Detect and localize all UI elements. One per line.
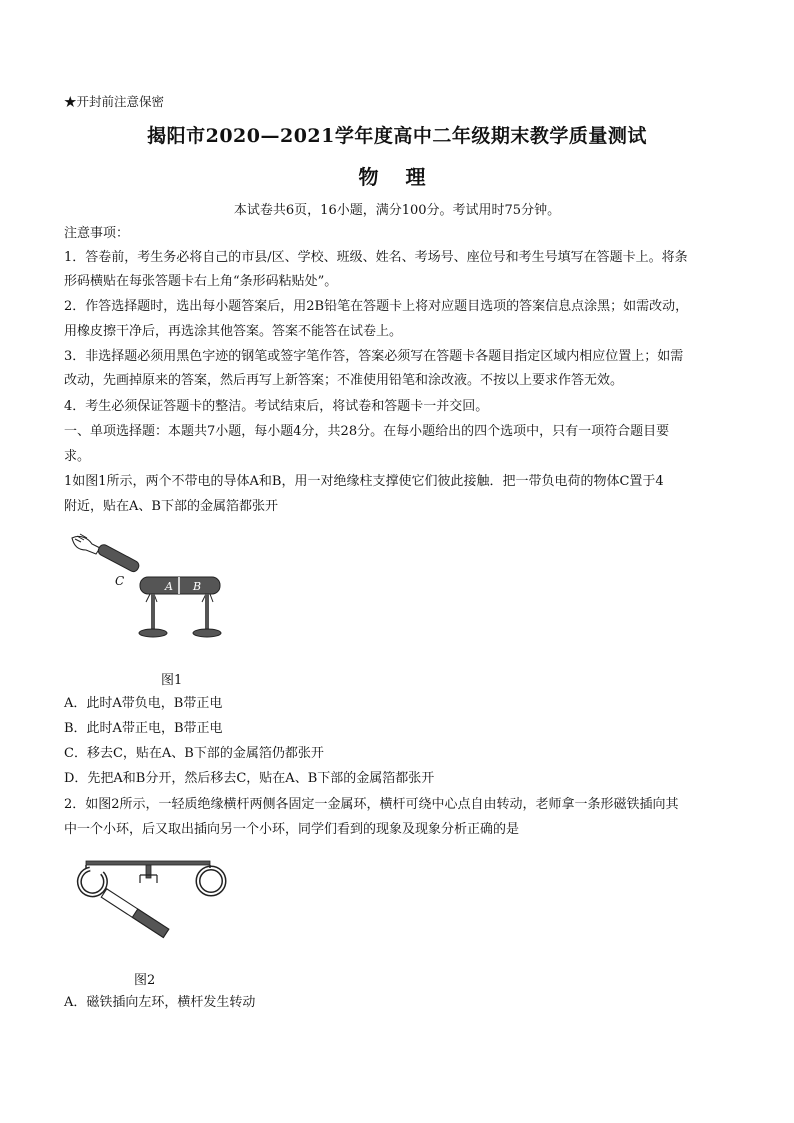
exam-info: 本试卷共6页，16小题，满分100分。考试用时75分钟。 [233,203,561,218]
confidential-note: ★开封前注意保密 [64,94,165,109]
question-1-option-c: C．移去C，贴在A、B下部的金属箔仍都张开 [64,746,324,761]
figure-2 [68,855,230,950]
label-b: B [193,580,202,593]
question-1-stem: 1如图1所示，两个不带电的导体A和B，用一对绝缘柱支撑使它们彼此接触．把一带负电荷的物体C置于4 [64,474,664,489]
notes-heading: 注意事项： [64,226,130,241]
notes-line: 形码横贴在每张答题卡右上角“条形码粘贴处”。 [64,274,338,289]
question-1-option-a: A．此时A带负电，B带正电 [64,696,223,711]
notes-line: 3．非选择题必须用黑色字迹的钢笔或签字笔作答，答案必须写在答题卡各题目指定区域内相应位置上；如需 [64,349,684,364]
question-1-stem: 附近，贴在A、B下部的金属箔都张开 [64,499,278,514]
notes-line: 2．作答选择题时，选出每小题答案后，用2B铅笔在答题卡上将对应题目选项的答案信息点涂黑；如需改动， [64,299,689,314]
figure-2-caption: 图2 [134,973,156,988]
subject-title: 物 理 [358,165,436,189]
figure-1 [66,530,228,650]
question-1-option-b: B．此时A带正电，B带正电 [64,721,223,736]
label-c: C [115,574,125,588]
figure-1-caption: 图1 [161,673,183,688]
section-heading: 求。 [64,449,91,464]
notes-line: 改动，先画掉原来的答案，然后再写上新答案；不准使用铅笔和涂改液。不按以上要求作答无效。 [64,373,624,388]
question-2-option-a: A．磁铁插向左环，横杆发生转动 [64,995,256,1010]
rings-magnet-diagram [68,855,230,950]
question-2-stem: 2．如图2所示，一轻质绝缘横杆两侧各固定一金属环，横杆可绕中心点自由转动，老师拿一条形磁铁插向其 [64,797,679,812]
question-1-option-d: D．先把A和B分开，然后移去C，贴在A、B下部的金属箔都张开 [64,771,435,786]
label-a: A [165,580,173,593]
question-2-stem: 中一个小环，后又取出插向另一个小环，同学们看到的现象及现象分析正确的是 [64,822,520,837]
notes-line: 用橡皮擦干净后，再选涂其他答案。答案不能答在试卷上。 [64,324,403,339]
conductors-diagram [66,530,228,650]
notes-line: 4．考生必须保证答题卡的整洁。考试结束后，将试卷和答题卡一并交回。 [64,399,489,414]
notes-line: 1．答卷前，考生务必将自己的市县/区、学校、班级、姓名、考场号、座位号和考生号填写在答题卡上。将条 [64,250,688,265]
section-heading: 一、单项选择题：本题共7小题，每小题4分，共28分。在每小题给出的四个选项中，只有一项符合题目要 [64,424,670,439]
exam-title: 揭阳市2020—2021学年度高中二年级期末教学质量测试 [147,125,647,147]
